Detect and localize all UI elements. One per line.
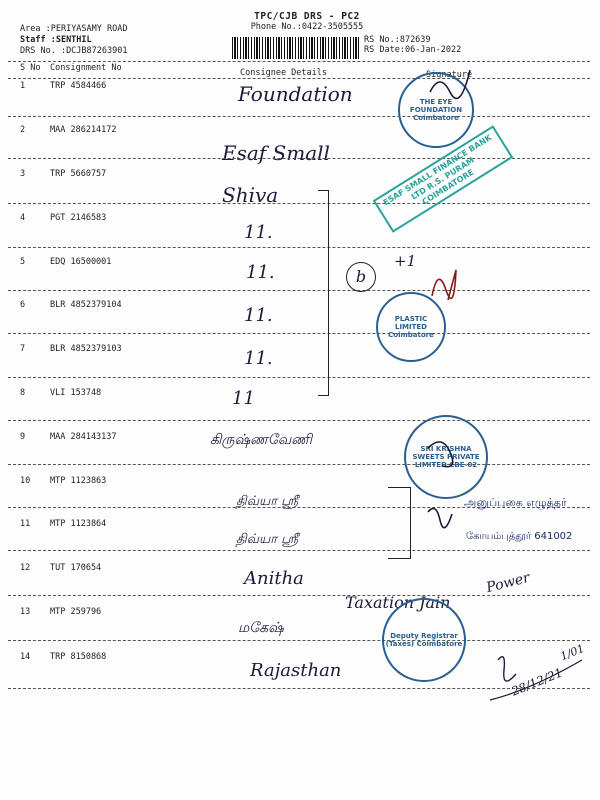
consignee-name: திவ்யா ஸ்ரீ (236, 494, 299, 509)
row-consignment: MTP 1123864 (50, 519, 107, 529)
rs-date-line: RS Date:06-Jan-2022 (364, 45, 462, 55)
tamil-stamp-line-2: கோயம்புத்தூர் 641002 (466, 531, 573, 542)
col-consignment: Consignment No (50, 63, 122, 73)
row-consignment: MTP 259796 (50, 607, 102, 617)
drs-line: DRS No. :DCJB87263901 (20, 46, 128, 56)
row-consignment: EDQ 16500001 (50, 257, 112, 267)
row-sno: 12 (20, 563, 31, 573)
annotation-taxation: Taxation Jain (345, 593, 451, 612)
sri-krishna-sweets-stamp: SRI KRISHNA SWEETS PRIVATE LIMITED CBE-02 (404, 415, 488, 499)
consignee-name: 11 (232, 388, 255, 409)
row-sno: 7 (20, 344, 26, 354)
tamil-stamp-line-1: அனுப்புகை எழுத்தர் (464, 496, 567, 509)
row-consignment: PGT 2146583 (50, 213, 107, 223)
consignee-name: 11. (244, 348, 273, 369)
row-sno: 3 (20, 169, 26, 179)
consignee-name: Esaf Small (222, 141, 330, 165)
row-sno: 8 (20, 388, 26, 398)
row-consignment: MAA 284143137 (50, 432, 117, 442)
esaf-bank-stamp: ESAF SMALL FINANCE BANK LTD R.S. PURAM COIMBATORE (373, 125, 514, 232)
row-consignment: TRP 8150868 (50, 652, 107, 662)
row-sno: 14 (20, 652, 31, 662)
signature-mark (428, 442, 453, 467)
row-sno: 4 (20, 213, 26, 223)
consignee-name: Foundation (238, 82, 353, 106)
consignee-name: கிருஷ்ணவேணி (210, 432, 313, 448)
plastic-company-stamp: PLASTIC LIMITED Coimbatore (376, 292, 446, 362)
signature-mark (498, 657, 516, 681)
row-sno: 6 (20, 300, 26, 310)
signature-mark (428, 508, 452, 527)
row-consignment: TRP 4584466 (50, 81, 107, 91)
col-details: Consignee Details (240, 68, 327, 78)
col-sno: S No (20, 63, 41, 73)
row-sno: 11 (20, 519, 31, 529)
row-sno: 9 (20, 432, 26, 442)
row-sno: 10 (20, 476, 31, 486)
consignee-name: 11. (244, 305, 273, 326)
annotation-power: Power (484, 569, 532, 597)
consignee-name: Anitha (244, 568, 304, 589)
rs-no-line: RS No.:872639 (364, 35, 431, 45)
row-consignment: BLR 4852379104 (50, 300, 122, 310)
annotation-plus: +1 (394, 252, 417, 270)
annotation-date-2: 1/01 (558, 641, 587, 664)
consignee-name: 11. (244, 222, 273, 243)
row-consignment: BLR 4852379103 (50, 344, 122, 354)
consignee-name: திவ்யா ஸ்ரீ (236, 532, 299, 547)
annotation-circle-b: b (346, 262, 376, 292)
row-consignment: MAA 286214172 (50, 125, 117, 135)
signature-mark (432, 270, 456, 300)
phone-line: Phone No.:0422-3505555 (250, 22, 364, 32)
consignee-name: 11. (246, 262, 275, 283)
col-signature: Signature (426, 70, 473, 80)
consignee-name: Shiva (222, 183, 279, 207)
document-title: TPC/CJB DRS - PC2 (254, 11, 360, 22)
row-sno: 2 (20, 125, 26, 135)
row-sno: 5 (20, 257, 26, 267)
annotation-date: 28/12/21 (509, 665, 565, 699)
row-consignment: MTP 1123863 (50, 476, 107, 486)
area-line: Area :PERIYASAMY ROAD (20, 24, 128, 34)
signature-mark (430, 70, 470, 98)
row-consignment: TUT 170654 (50, 563, 102, 573)
row-consignment: VLI 153748 (50, 388, 102, 398)
consignee-name: Rajasthan (250, 660, 342, 681)
row-consignment: TRP 5660757 (50, 169, 107, 179)
row-sno: 13 (20, 607, 31, 617)
consignee-name: மகேஷ் (238, 620, 284, 636)
row-sno: 1 (20, 81, 26, 91)
deputy-registrar-stamp: Deputy Registrar (Taxes) Coimbatore (382, 598, 466, 682)
eye-foundation-stamp: THE EYE FOUNDATION Coimbatore (398, 72, 474, 148)
staff-line: Staff :SENTHIL (20, 35, 92, 45)
